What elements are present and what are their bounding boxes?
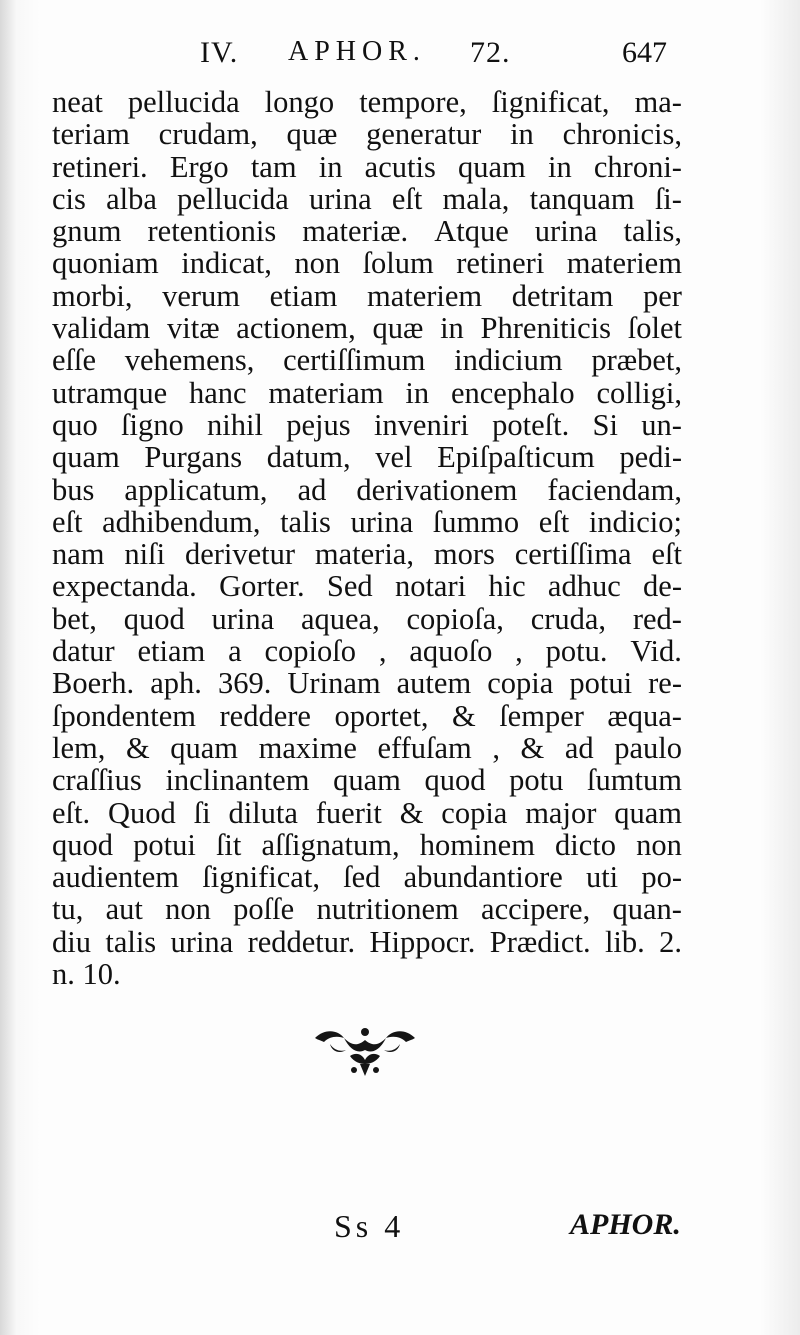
word: ſolet xyxy=(627,311,682,346)
word: retineri. xyxy=(52,149,148,184)
word: Epiſpaſticum xyxy=(437,440,595,475)
word: potui xyxy=(569,666,633,701)
word: quod xyxy=(123,601,185,636)
word: quæ xyxy=(372,311,424,346)
word: talis xyxy=(280,504,331,539)
word: vel xyxy=(375,440,413,475)
word: alba xyxy=(106,181,157,216)
word: quam xyxy=(170,730,239,765)
word: ſed xyxy=(343,860,381,895)
word: hominem xyxy=(419,827,535,862)
text-line xyxy=(52,151,682,183)
word: talis xyxy=(105,924,157,959)
word: 2. xyxy=(659,924,682,959)
word: bus xyxy=(52,472,95,507)
word: eſt xyxy=(651,537,682,572)
word: inveniri xyxy=(373,407,469,442)
word: ſumtum xyxy=(587,763,682,798)
text-line xyxy=(52,118,682,150)
word: materiæ. xyxy=(302,214,409,249)
word: & xyxy=(520,730,545,765)
word: copia xyxy=(441,795,508,830)
word: ſi- xyxy=(654,181,682,216)
word: retentionis xyxy=(147,214,277,249)
text-line xyxy=(52,86,682,118)
word: datur xyxy=(52,634,115,669)
word: Sed xyxy=(326,569,373,604)
word: un- xyxy=(641,407,682,442)
word: adhibendum, xyxy=(102,504,261,539)
word: Vid. xyxy=(630,634,682,669)
word: copioſa, xyxy=(406,601,504,636)
word: morbi, xyxy=(52,278,133,313)
word: mors xyxy=(433,537,495,572)
running-head-section: IV. xyxy=(200,36,239,69)
word: potu. xyxy=(545,634,608,669)
word: lem, xyxy=(52,730,106,765)
text-line xyxy=(52,506,682,538)
word: a xyxy=(228,634,242,669)
word: verum xyxy=(162,278,241,313)
text-line xyxy=(52,700,682,732)
word: fuerit xyxy=(315,795,382,830)
word: & xyxy=(399,795,424,830)
running-head-label: APHOR. xyxy=(288,36,426,67)
text-line xyxy=(52,183,682,215)
text-line xyxy=(52,280,682,312)
page-gutter-shadow xyxy=(0,0,16,1335)
text-line xyxy=(52,474,682,506)
word: eſt xyxy=(391,181,423,216)
word: certiſſimum xyxy=(283,343,426,378)
word: pedi- xyxy=(619,440,682,475)
word: eſt xyxy=(52,504,83,539)
word: quo xyxy=(52,407,98,442)
text-line xyxy=(52,538,682,570)
word: generatur xyxy=(366,117,482,152)
text-line xyxy=(52,861,682,893)
text-line xyxy=(52,247,682,279)
text-line xyxy=(52,215,682,247)
text-line xyxy=(52,603,682,635)
word: datum, xyxy=(266,440,351,475)
running-head xyxy=(200,36,680,76)
word: diluta xyxy=(228,795,298,830)
word: Gorter. xyxy=(219,569,305,604)
word: quam xyxy=(614,795,682,830)
text-line xyxy=(52,829,682,861)
word: derivetur xyxy=(184,537,296,572)
word: materiem xyxy=(366,278,483,313)
word: uti xyxy=(585,860,619,895)
word: pejus xyxy=(286,407,351,442)
word: in xyxy=(510,117,534,152)
word: actionem, xyxy=(236,311,356,346)
text-line xyxy=(52,377,682,409)
word: copioſo xyxy=(264,634,356,669)
word: ſummo xyxy=(432,504,520,539)
word: validam xyxy=(52,311,151,346)
word: tanquam xyxy=(529,181,635,216)
word: ſi xyxy=(193,795,211,830)
text-line: n. 10. xyxy=(52,957,121,992)
word: urina xyxy=(309,181,372,216)
word: ma- xyxy=(634,85,682,119)
word: in xyxy=(547,149,572,184)
word: poteſt. xyxy=(492,407,570,442)
word: diu xyxy=(52,924,91,959)
word: Prædict. xyxy=(489,924,591,959)
word: utramque xyxy=(52,375,168,410)
word: cruda, xyxy=(530,601,607,636)
word: nihil xyxy=(207,407,263,442)
word: quoniam xyxy=(52,246,159,281)
word: præbet, xyxy=(591,343,682,378)
text-line xyxy=(52,764,682,796)
word: cis xyxy=(52,181,86,216)
word: aph. xyxy=(150,666,202,701)
word: quod xyxy=(52,827,113,862)
text-line xyxy=(52,570,682,602)
word: craſſius xyxy=(52,763,142,798)
word: Quod xyxy=(107,795,176,830)
word: aſſignatum, xyxy=(261,827,400,862)
word: materiam xyxy=(268,375,384,410)
word: indicium xyxy=(454,343,563,378)
word: oportet, xyxy=(334,698,429,733)
page-number: 647 xyxy=(622,36,667,69)
word: colligi, xyxy=(596,375,682,410)
word: abundantiore xyxy=(403,860,563,895)
word: neat xyxy=(52,85,103,119)
word: tu, xyxy=(52,892,84,927)
word: & xyxy=(451,698,476,733)
word: nam xyxy=(52,537,105,572)
word: po- xyxy=(641,860,682,895)
word: hanc xyxy=(189,375,247,410)
word: ſemper xyxy=(499,698,584,733)
word: hic xyxy=(488,569,526,604)
body-text xyxy=(52,86,682,990)
word: ſolum xyxy=(362,246,434,281)
word: ſignificat, xyxy=(202,860,320,895)
word: detritam xyxy=(511,278,614,313)
word: niſi xyxy=(124,537,166,572)
word: accipere, xyxy=(481,892,591,927)
text-line xyxy=(52,893,682,925)
word: non xyxy=(165,892,211,927)
word: adhuc xyxy=(547,569,621,604)
word: non xyxy=(636,827,682,862)
signature-mark: Ss 4 xyxy=(334,1208,405,1244)
word: urina xyxy=(534,214,598,249)
word: 369. xyxy=(217,666,272,701)
word: Ergo xyxy=(169,149,229,184)
word: reddere xyxy=(219,698,311,733)
word: notari xyxy=(394,569,467,604)
word: chroni- xyxy=(593,149,682,184)
word: Hippocr. xyxy=(369,924,476,959)
word: in xyxy=(440,311,464,346)
word: vehemens, xyxy=(124,343,255,378)
word: quod xyxy=(424,763,486,798)
word: quan- xyxy=(612,892,682,927)
word: indicio; xyxy=(588,504,682,539)
word: indicat, xyxy=(181,246,272,281)
word: autem xyxy=(396,666,472,701)
word: talis, xyxy=(623,214,682,249)
word: gnum xyxy=(52,214,122,249)
word: vitæ xyxy=(167,311,220,346)
word: inclinantem xyxy=(165,763,310,798)
word: teriam xyxy=(52,117,130,152)
word: quam xyxy=(52,440,120,475)
word: encephalo xyxy=(450,375,575,410)
word: æqua- xyxy=(607,698,682,733)
word: eſt xyxy=(538,504,570,539)
word: etiam xyxy=(137,634,206,669)
word: aquoſo xyxy=(409,634,493,669)
word: urina xyxy=(350,504,414,539)
running-head-number: 72. xyxy=(470,36,511,69)
word: tempore, xyxy=(359,85,467,119)
word: Purgans xyxy=(144,440,243,475)
text-line xyxy=(52,441,682,473)
word: re- xyxy=(648,666,682,701)
word: longo xyxy=(264,85,335,119)
word: non xyxy=(294,246,341,281)
word: ſignificat, xyxy=(491,85,610,119)
word: lib. xyxy=(604,924,645,959)
word: urina xyxy=(211,601,275,636)
word: materiem xyxy=(566,246,682,281)
word: Urinam xyxy=(287,666,381,701)
word: Phreniticis xyxy=(480,311,612,346)
word: certiſſima xyxy=(514,537,632,572)
word: , xyxy=(378,634,387,669)
word: reddetur. xyxy=(247,924,356,959)
catchword: APHOR. xyxy=(570,1208,681,1241)
word: eſt. xyxy=(52,795,91,830)
word: potu xyxy=(509,763,564,798)
word: de- xyxy=(643,569,682,604)
word: quam xyxy=(458,149,526,184)
word: ſit xyxy=(215,827,242,862)
word: bet, xyxy=(52,601,97,636)
word: etiam xyxy=(269,278,338,313)
word: in xyxy=(318,149,343,184)
text-line xyxy=(52,732,682,764)
text-line xyxy=(52,312,682,344)
word: aut xyxy=(105,892,143,927)
word: maxime xyxy=(258,730,357,765)
word: & xyxy=(125,730,150,765)
word: paulo xyxy=(614,730,682,765)
text-line xyxy=(52,926,682,958)
word: faciendam, xyxy=(547,472,682,507)
word: aquea, xyxy=(300,601,380,636)
word: derivationem xyxy=(356,472,518,507)
word: Si xyxy=(592,407,618,442)
word: audientem xyxy=(52,860,180,895)
word: quæ xyxy=(286,117,338,152)
text-line xyxy=(52,667,682,699)
word: expectanda. xyxy=(52,569,197,604)
word: effuſam xyxy=(377,730,472,765)
word: retineri xyxy=(456,246,545,281)
word: applicatum, xyxy=(124,472,268,507)
word: per xyxy=(643,278,682,313)
word: , xyxy=(492,730,500,765)
word: in xyxy=(405,375,430,410)
word: chronicis, xyxy=(562,117,682,152)
word: dicto xyxy=(555,827,617,862)
word: materia, xyxy=(314,537,414,572)
word: pellucida xyxy=(177,181,289,216)
word: ſigno xyxy=(121,407,184,442)
fleuron-ornament-icon xyxy=(310,1020,420,1080)
word: , xyxy=(515,634,523,669)
text-line xyxy=(52,344,682,376)
word: tam xyxy=(250,149,297,184)
word: red- xyxy=(632,601,682,636)
word: ad xyxy=(564,730,594,765)
word: copia xyxy=(487,666,554,701)
word: ad xyxy=(297,472,327,507)
word: urina xyxy=(170,924,234,959)
word: acutis xyxy=(364,149,436,184)
text-line xyxy=(52,409,682,441)
text-line xyxy=(52,635,682,667)
word: crudam, xyxy=(158,117,258,152)
word: major xyxy=(525,795,597,830)
word: Atque xyxy=(434,214,509,249)
word: quam xyxy=(333,763,401,798)
word: poſſe xyxy=(233,892,295,927)
word: mala, xyxy=(442,181,510,216)
word: potui xyxy=(133,827,196,862)
word: nutritionem xyxy=(316,892,459,927)
word: eſſe xyxy=(52,343,97,378)
text-line xyxy=(52,797,682,829)
word: pellucida xyxy=(127,85,240,119)
word: ſpondentem xyxy=(52,698,196,733)
word: Boerh. xyxy=(52,666,135,701)
